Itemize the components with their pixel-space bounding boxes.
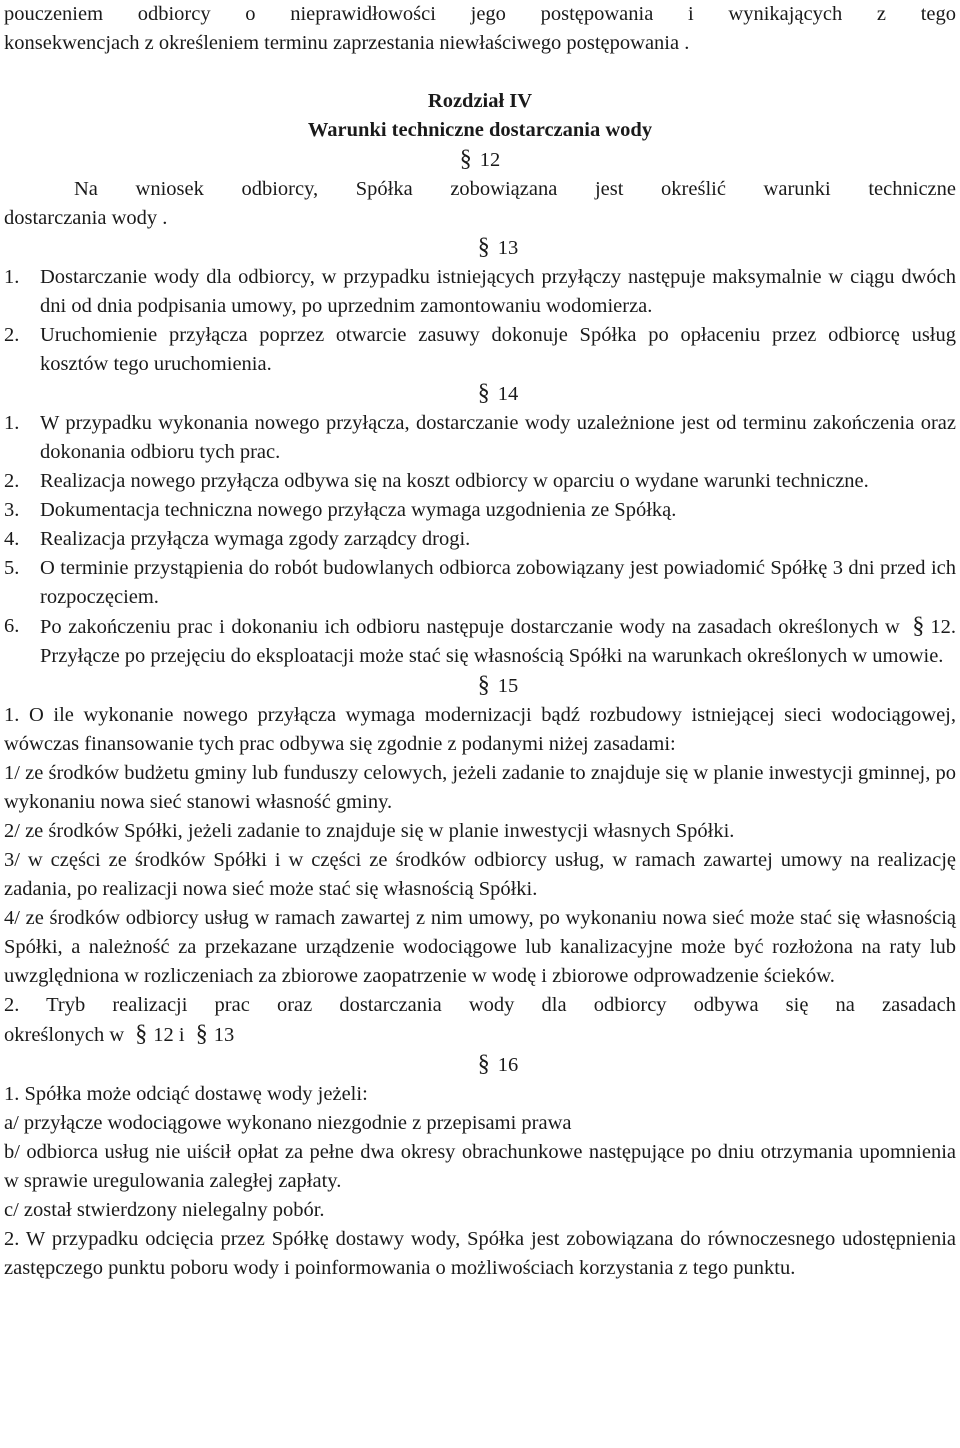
section-12-heading — [4, 145, 956, 175]
section-13-item-1 — [4, 263, 956, 321]
item-number: 2. — [4, 324, 20, 346]
section-15-paragraph-4: 3/ w części ze środków Spółki i w części ze środków odbiorcy usług, w ramach zawartej umowy na realizację zadania, po realizacji nowa sieć może stać się własnością Spółki. — [4, 849, 956, 900]
section-symbol: § — [912, 613, 925, 639]
section-12-text-b: dostarczania wody . — [4, 207, 168, 229]
section-12-number: 12 — [479, 149, 501, 171]
section-symbol: § — [477, 234, 490, 260]
section-15-paragraph-6a: 2. Tryb realizacji prac oraz dostarczania wody dla odbiorcy odbywa się na zasadach — [4, 994, 956, 1016]
section-16-paragraph-5: 2. W przypadku odcięcia przez Spółkę dostawy wody, Spółka jest zobowiązana do równoczesnego udostępnienia zastępczego punktu poboru wody i poinformowania o możliwościach korzystania z tego punktu. — [4, 1228, 956, 1279]
section-16-number: 16 — [497, 1054, 519, 1076]
chapter-subtitle: Warunki techniczne dostarczania wody — [307, 119, 653, 141]
section-15-heading — [4, 671, 956, 701]
section-14-item-6 — [4, 612, 956, 671]
section-16-paragraph-3: b/ odbiorca usług nie uiścił opłat za pełne dwa okresy obrachunkowe następujące po dniu otrzymania upomnienia w sprawie uregulowania zaległej zapłaty. — [4, 1141, 956, 1192]
item-number: 6. — [4, 615, 20, 637]
section-14-item-2 — [4, 467, 956, 496]
intro-line-1: pouczeniem odbiorcy o nieprawidłowości jego postępowania i wynikających z tego — [4, 3, 956, 25]
section-14-item-1 — [4, 409, 956, 467]
section-symbol: § — [477, 1051, 490, 1077]
section-15-number: 15 — [497, 675, 519, 697]
section-14-heading — [4, 379, 956, 409]
chapter-title: Rozdział IV — [427, 90, 533, 112]
section-15-paragraph-6b — [4, 1020, 956, 1050]
item-text: Dokumentacja techniczna nowego przyłącza wymaga uzgodnienia ze Spółką. — [40, 499, 677, 521]
item-text: Realizacja przyłącza wymaga zgody zarządcy drogi. — [40, 528, 471, 550]
section-13-item-2 — [4, 321, 956, 379]
section-15-paragraph-5: 4/ ze środków odbiorcy usług w ramach zawartej z nim umowy, po wykonaniu nowa sieć może stać się własnością Spółki, a należność za przekazane urządzenie wodociągowe lub kanalizacyjne może być rozłożona na raty lub uwzględniona w rozliczeniach za zbiorowe zaopatrzenie w wodę i zbiorowe odprowadzenie ścieków. — [4, 907, 956, 987]
p6-ref-2: 13 — [213, 1024, 235, 1046]
section-14-item-4 — [4, 525, 956, 554]
section-12-text-a: Na wniosek odbiorcy, Spółka zobowiązana jest określić warunki techniczne — [74, 178, 956, 200]
item-6-text-a: Po zakończeniu prac i dokonaniu ich odbioru następuje dostarczanie wody na zasadach określonych w — [40, 616, 900, 638]
section-13-heading — [4, 233, 956, 263]
item-number: 4. — [4, 528, 20, 550]
section-16-paragraph-2: a/ przyłącze wodociągowe wykonano niezgodnie z przepisami prawa — [4, 1112, 572, 1134]
p6-ref-1: 12 i — [153, 1024, 185, 1046]
section-symbol: § — [135, 1021, 148, 1047]
item-number: 1. — [4, 266, 20, 288]
section-symbol: § — [459, 146, 472, 172]
item-number: 2. — [4, 470, 20, 492]
p6-text: określonych w — [4, 1024, 125, 1046]
item-6-ref: 12. — [930, 616, 957, 638]
item-number: 3. — [4, 499, 20, 521]
section-15-paragraph-2: 1/ ze środków budżetu gminy lub funduszy celowych, jeżeli zadanie to znajduje się w planie inwestycji gminnej, po wykonaniu nowa sieć stanowi własność gminy. — [4, 762, 956, 813]
item-number: 1. — [4, 412, 20, 434]
item-text: Dostarczanie wody dla odbiorcy, w przypadku istniejących przyłączy następuje maksymalnie w ciągu dwóch dni od dnia podpisania umowy, po uprzednim zamontowaniu wodomierza. — [40, 266, 956, 317]
section-16-heading — [4, 1050, 956, 1080]
item-text — [40, 612, 956, 671]
item-text: W przypadku wykonania nowego przyłącza, dostarczanie wody uzależnione jest od terminu zakończenia oraz dokonania odbioru tych prac. — [40, 412, 956, 463]
item-text: Uruchomienie przyłącza poprzez otwarcie zasuwy dokonuje Spółka po opłaceniu przez odbiorcę usług kosztów tego uruchomienia. — [40, 324, 956, 375]
section-symbol: § — [195, 1021, 208, 1047]
section-16-paragraph-4: c/ został stwierdzony nielegalny pobór. — [4, 1199, 325, 1221]
item-text: O terminie przystąpienia do robót budowlanych odbiorca zobowiązany jest powiadomić Spółkę 3 dni przed ich rozpoczęciem. — [40, 557, 956, 608]
section-13-number: 13 — [497, 237, 519, 259]
section-14-item-3 — [4, 496, 956, 525]
section-14-number: 14 — [497, 383, 519, 405]
section-16-paragraph-1: 1. Spółka może odciąć dostawę wody jeżeli: — [4, 1083, 368, 1105]
item-number: 5. — [4, 557, 20, 579]
item-6-text-b: Przyłącze po przejęciu do eksploatacji może stać się własnością Spółki na warunkach określonych w umowie. — [40, 645, 944, 667]
intro-line-2: konsekwencjach z określeniem terminu zaprzestania niewłaściwego postępowania . — [4, 32, 690, 54]
section-symbol: § — [477, 380, 490, 406]
section-14-item-5 — [4, 554, 956, 612]
section-15-paragraph-3: 2/ ze środków Spółki, jeżeli zadanie to znajduje się w planie inwestycji własnych Spółki. — [4, 820, 735, 842]
item-text: Realizacja nowego przyłącza odbywa się na koszt odbiorcy w oparciu o wydane warunki techniczne. — [40, 470, 869, 492]
section-15-paragraph-1: 1. O ile wykonanie nowego przyłącza wymaga modernizacji bądź rozbudowy istniejącej sieci wodociągowej, wówczas finansowanie tych prac odbywa się zgodnie z podanymi niżej zasadami: — [4, 704, 956, 755]
section-symbol: § — [477, 672, 490, 698]
